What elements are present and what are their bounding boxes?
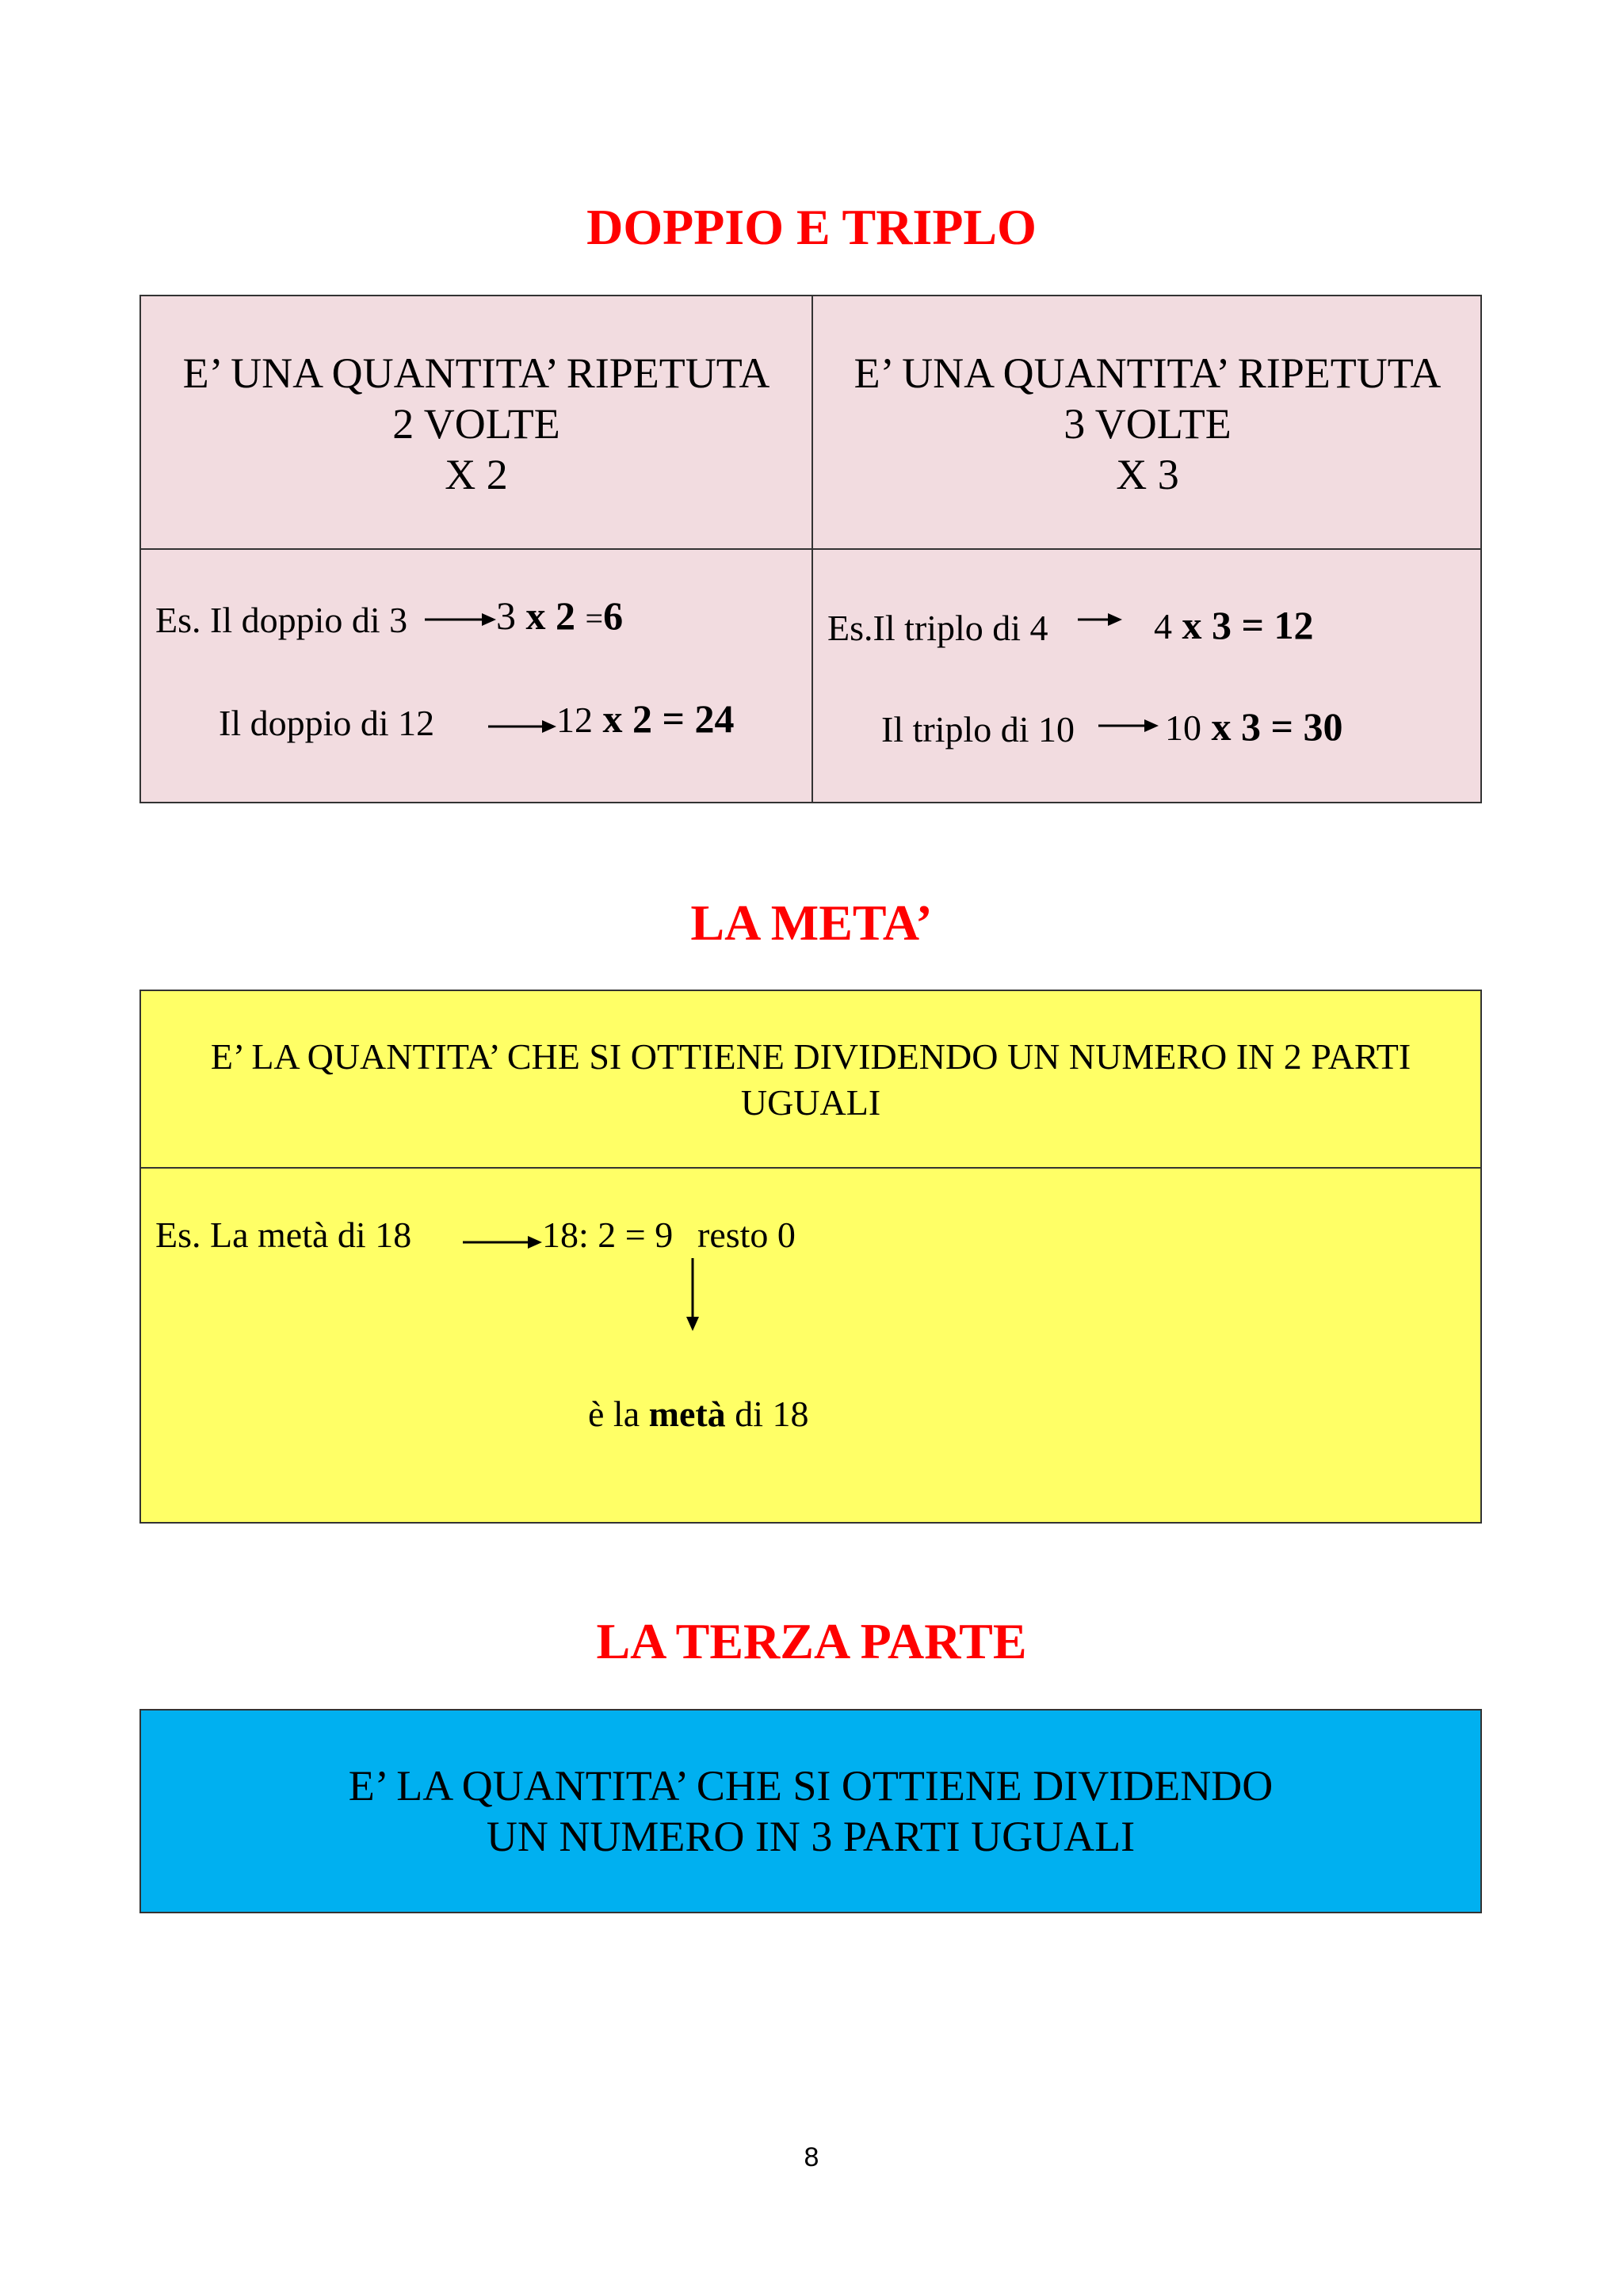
arrow-down-icon (683, 1258, 702, 1331)
meta-example-label: Es. La metà di 18 (155, 1215, 412, 1255)
terza-parte-box (139, 1709, 1482, 1913)
doppio-def-line1: E’ UNA QUANTITA’ RIPETUTA (182, 349, 770, 397)
arrow-right-icon (425, 610, 496, 629)
title-doppio-triplo: DOPPIO E TRIPLO (586, 199, 1037, 255)
triplo-example-2-calc: 10 x 3 = 30 (1165, 704, 1343, 749)
triplo-example-1-calc: 4 x 3 = 12 (1154, 603, 1314, 647)
triplo-example-2-label: Il triplo di 10 (881, 709, 1075, 749)
terza-def-line2: UN NUMERO IN 3 PARTI UGUALI (486, 1813, 1136, 1860)
table-divider-horizontal (141, 548, 1480, 550)
title-la-meta: LA META’ (690, 894, 933, 951)
triplo-def-line2: 3 VOLTE (1064, 400, 1232, 448)
doppio-example-1-label: Es. Il doppio di 3 (155, 600, 408, 640)
title-terza-parte: LA TERZA PARTE (596, 1613, 1027, 1669)
doppio-example-1-calc: 3 x 2 =6 (496, 593, 624, 638)
doppio-definition (141, 296, 812, 548)
doppio-example-2-calc: 12 x 2 = 24 (556, 696, 735, 741)
meta-note: è la metà di 18 (588, 1394, 809, 1434)
meta-example-calc: 18: 2 = 9 (542, 1215, 674, 1255)
doppio-example-2-label: Il doppio di 12 (219, 703, 435, 743)
meta-def-line2: UGUALI (740, 1082, 881, 1123)
arrow-right-icon (463, 1233, 542, 1252)
arrow-right-icon (1078, 610, 1122, 629)
doppio-def-line2: 2 VOLTE (392, 400, 560, 448)
doppio-def-line3: X 2 (445, 451, 508, 498)
arrow-right-icon (488, 717, 556, 736)
page-number: 8 (804, 2142, 819, 2172)
table-divider-horizontal (141, 1167, 1480, 1169)
triplo-def-line3: X 3 (1116, 451, 1179, 498)
triplo-def-line1: E’ UNA QUANTITA’ RIPETUTA (854, 349, 1442, 397)
triplo-definition (813, 296, 1482, 548)
meta-def-line1: E’ LA QUANTITA’ CHE SI OTTIENE DIVIDENDO UN NUMERO IN 2 PARTI (210, 1036, 1411, 1077)
triplo-example-1-label: Es.Il triplo di 4 (827, 608, 1048, 648)
meta-table (139, 990, 1482, 1524)
arrow-right-icon (1098, 716, 1159, 735)
terza-def-line1: E’ LA QUANTITA’ CHE SI OTTIENE DIVIDENDO (348, 1762, 1274, 1810)
meta-example-rest: resto 0 (697, 1215, 796, 1255)
